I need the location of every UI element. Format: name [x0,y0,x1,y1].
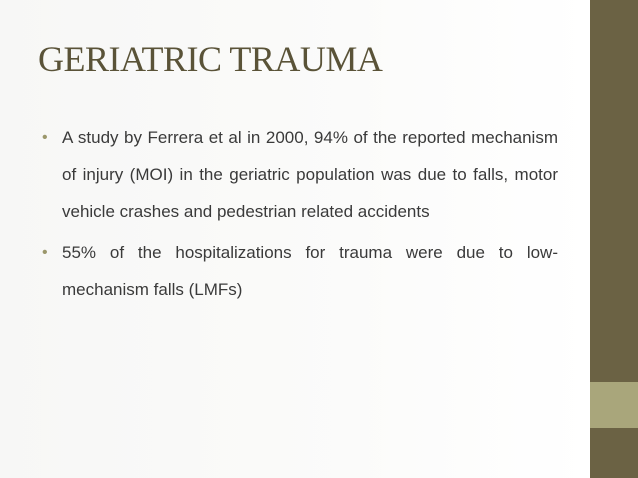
bullet-text: 55% of the hospitalizations for trauma were due to low-mechanism falls (LMFs) [62,243,558,299]
slide-title: GERIATRIC TRAUMA [38,39,383,79]
bullet-marker-icon: • [42,244,48,261]
bullet-item [38,234,558,308]
side-bar-accent [590,382,638,428]
bullet-marker-icon: • [42,129,48,146]
bullet-text: A study by Ferrera et al in 2000, 94% of the reported mechanism of injury (MOI) in the geriatric population was due to falls, motor vehicle crashes and pedestrian related accidents [62,128,558,221]
bullet-list [38,119,558,308]
bullet-item [38,119,558,230]
